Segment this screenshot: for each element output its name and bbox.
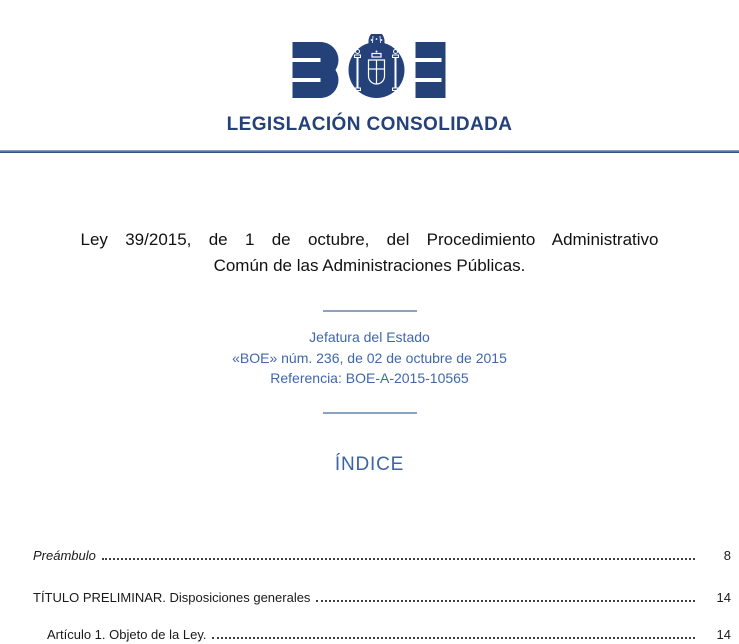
logo-container: [0, 0, 739, 98]
dot-leader: [102, 558, 695, 560]
toc-entry-preambulo[interactable]: [33, 548, 731, 563]
separator-line-top: [323, 310, 417, 312]
page-title: LEGISLACIÓN CONSOLIDADA: [226, 114, 513, 135]
toc-entry-titulo-preliminar[interactable]: [33, 590, 731, 605]
table-of-contents: [33, 548, 731, 642]
toc-entry-label[interactable]: Artículo 1. Objeto de la Ley.: [47, 626, 207, 642]
boe-logo-icon: [290, 34, 450, 98]
separator-line-bottom: [323, 412, 417, 414]
reference-number: Referencia: BOE-A-2015-10565: [270, 370, 469, 386]
toc-entry-page: 14: [716, 589, 731, 605]
publication-info: [0, 327, 739, 389]
law-title-line-2: Común de las Administraciones Públicas.: [213, 256, 526, 275]
law-title: [81, 227, 659, 279]
index-heading: ÍNDICE: [334, 453, 405, 475]
law-title-line-1: Ley 39/2015, de 1 de octubre, del Procedimiento Administrativo: [80, 230, 659, 249]
toc-entry-page: 14: [716, 626, 731, 642]
header-divider: [0, 150, 739, 153]
dot-leader: [316, 600, 695, 602]
toc-entry-label[interactable]: TÍTULO PRELIMINAR. Disposiciones generales: [33, 589, 311, 605]
toc-entry-articulo-1[interactable]: [33, 627, 731, 642]
toc-entry-label[interactable]: Preámbulo: [33, 547, 96, 563]
dot-leader: [212, 637, 695, 639]
publication-date: «BOE» núm. 236, de 02 de octubre de 2015: [232, 349, 507, 366]
toc-entry-page: 8: [723, 547, 731, 563]
issuer: Jefatura del Estado: [309, 329, 430, 345]
